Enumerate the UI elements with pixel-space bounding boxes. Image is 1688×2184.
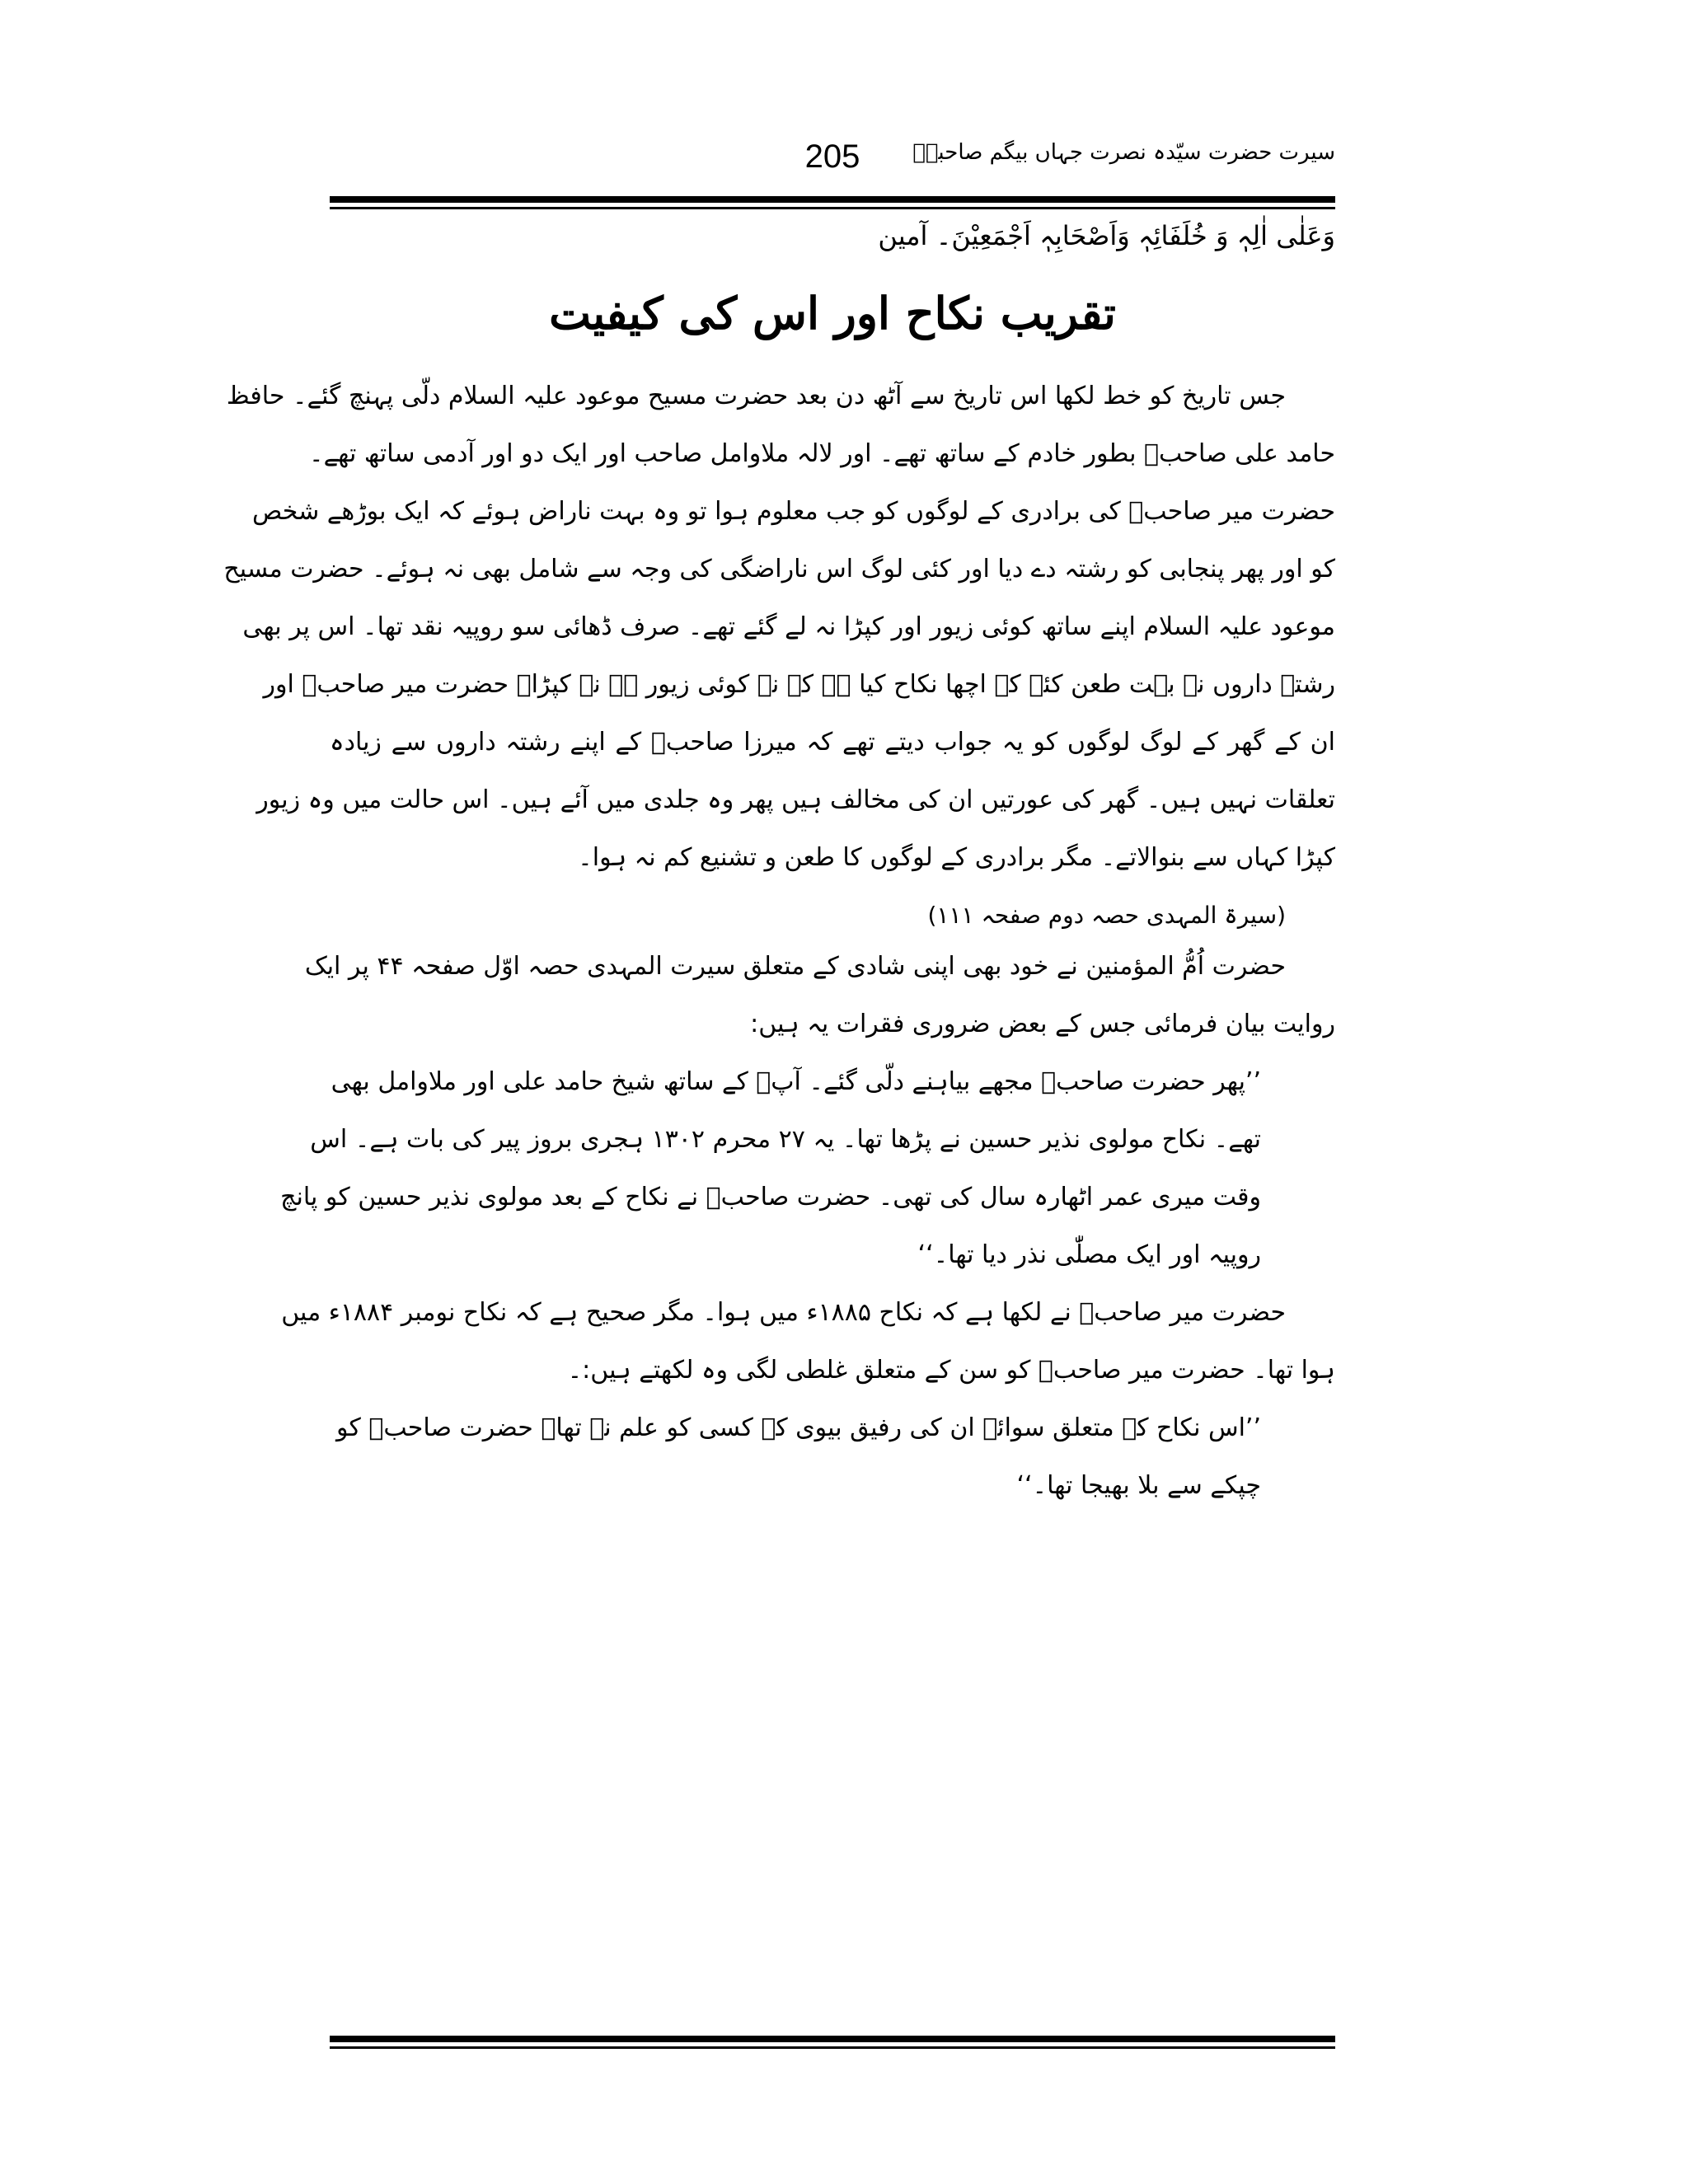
quote-line: تھے۔ نکاح مولوی نذیر حسین نے پڑھا تھا۔ یہ ۲۷ محرم ۱۳۰۲ ہجری بروز پیر کی بات ہے۔ اس <box>310 1125 1261 1154</box>
paragraph-1 <box>223 379 1335 898</box>
text-line: حضرت اُمُّ المؤمنین نے خود بھی اپنی شادی کے متعلق سیرت المہدی حصہ اوّل صفحہ ۴۴ پر ایک <box>304 952 1286 981</box>
text-line: تعلقات نہیں ہیں۔ گھر کی عورتیں ان کی مخالف ہیں پھر وہ جلدی میں آئے ہیں۔ اس حالت میں وہ زیور <box>256 785 1335 814</box>
text-line: ہوا تھا۔ حضرت میر صاحبؓ کو سن کے متعلق غلطی لگی وہ لکھتے ہیں:۔ <box>567 1356 1335 1385</box>
page-header <box>330 132 1335 198</box>
quote-line: ’’اس نکاح کے متعلق سوائے ان کی رفیق بیوی کے کسی کو علم نہ تھا۔ حضرت صاحبؑ کو <box>336 1413 1261 1442</box>
text-line: موعود علیہ السلام اپنے ساتھ کوئی زیور اور کپڑا نہ لے گئے تھے۔ صرف ڈھائی سو روپیہ نقد تھا۔ اس پر بھی <box>242 612 1335 641</box>
quote-line: ’’پھر حضرت صاحبؑ مجھے بیاہنے دلّی گئے۔ آپؑ کے ساتھ شیخ حامد علی اور ملاوامل بھی <box>331 1067 1261 1096</box>
paragraph-3 <box>281 1296 1335 1411</box>
text-line: رشتہ داروں نے بہت طعن کئے کہ اچھا نکاح کیا ہے کہ نہ کوئی زیور ہے نہ کپڑا۔ حضرت میر صاحبؓ اور <box>263 670 1335 699</box>
quote-line: چپکے سے بلا بھیجا تھا۔‘‘ <box>1016 1471 1261 1500</box>
text-line: روایت بیان فرمائی جس کے بعض ضروری فقرات یہ ہیں: <box>750 1010 1335 1038</box>
page-number: 205 <box>804 138 860 175</box>
block-quote-2 <box>330 1411 1335 1526</box>
text-line: حضرت میر صاحبؓ نے لکھا ہے کہ نکاح ۱۸۸۵ء میں ہوا۔ مگر صحیح ہے کہ نکاح نومبر ۱۸۸۴ء میں <box>281 1298 1286 1327</box>
section-heading: تقریب نکاح اور اس کی کیفیت <box>549 287 1116 340</box>
text-line: جس تاریخ کو خط لکھا اس تاریخ سے آٹھ دن بعد حضرت مسیح موعود علیہ السلام دلّی پہنچ گئے۔ حافظ <box>226 382 1286 410</box>
text-line: ان کے گھر کے لوگ لوگوں کو یہ جواب دیتے تھے کہ میرزا صاحبؑ کے اپنے رشتہ داروں سے زیادہ <box>330 728 1335 757</box>
running-title: سیرت حضرت سیّدہ نصرت جہاں بیگم صاحبہؓ <box>912 140 1335 165</box>
prayer-line: وَعَلٰی اٰلِہٖ وَ خُلَفَائِہٖ وَاَصْحَابِہٖ اَجْمَعِیْنَ۔ آمین <box>878 220 1335 251</box>
text-line: کپڑا کہاں سے بنوالاتے۔ مگر برادری کے لوگوں کا طعن و تشنیع کم نہ ہوا۔ <box>578 843 1335 872</box>
paragraph-2 <box>304 949 1335 1065</box>
block-quote-1 <box>280 1065 1335 1296</box>
header-rule <box>330 196 1335 209</box>
text-line: کو اور پھر پنجابی کو رشتہ دے دیا اور کئی لوگ اس ناراضگی کی وجہ سے شامل بھی نہ ہوئے۔ حضرت مسیح <box>223 555 1335 583</box>
citation: (سیرۃ المہدی حصہ دوم صفحہ ۱۱۱) <box>927 902 1286 929</box>
quote-line: وقت میری عمر اٹھارہ سال کی تھی۔ حضرت صاحبؑ نے نکاح کے بعد مولوی نذیر حسین کو پانچ <box>280 1183 1261 1212</box>
quote-line: روپیہ اور ایک مصلّٰی نذر دیا تھا۔‘‘ <box>917 1240 1261 1269</box>
text-line: حضرت میر صاحبؓ کی برادری کے لوگوں کو جب معلوم ہوا تو وہ بہت ناراض ہوئے کہ ایک بوڑھے شخص <box>251 497 1335 526</box>
page-content <box>223 216 1335 1526</box>
text-line: حامد علی صاحبؓ بطور خادم کے ساتھ تھے۔ اور لالہ ملاوامل صاحب اور ایک دو اور آدمی ساتھ تھے۔ <box>309 439 1335 468</box>
footer-rule <box>330 2036 1335 2049</box>
